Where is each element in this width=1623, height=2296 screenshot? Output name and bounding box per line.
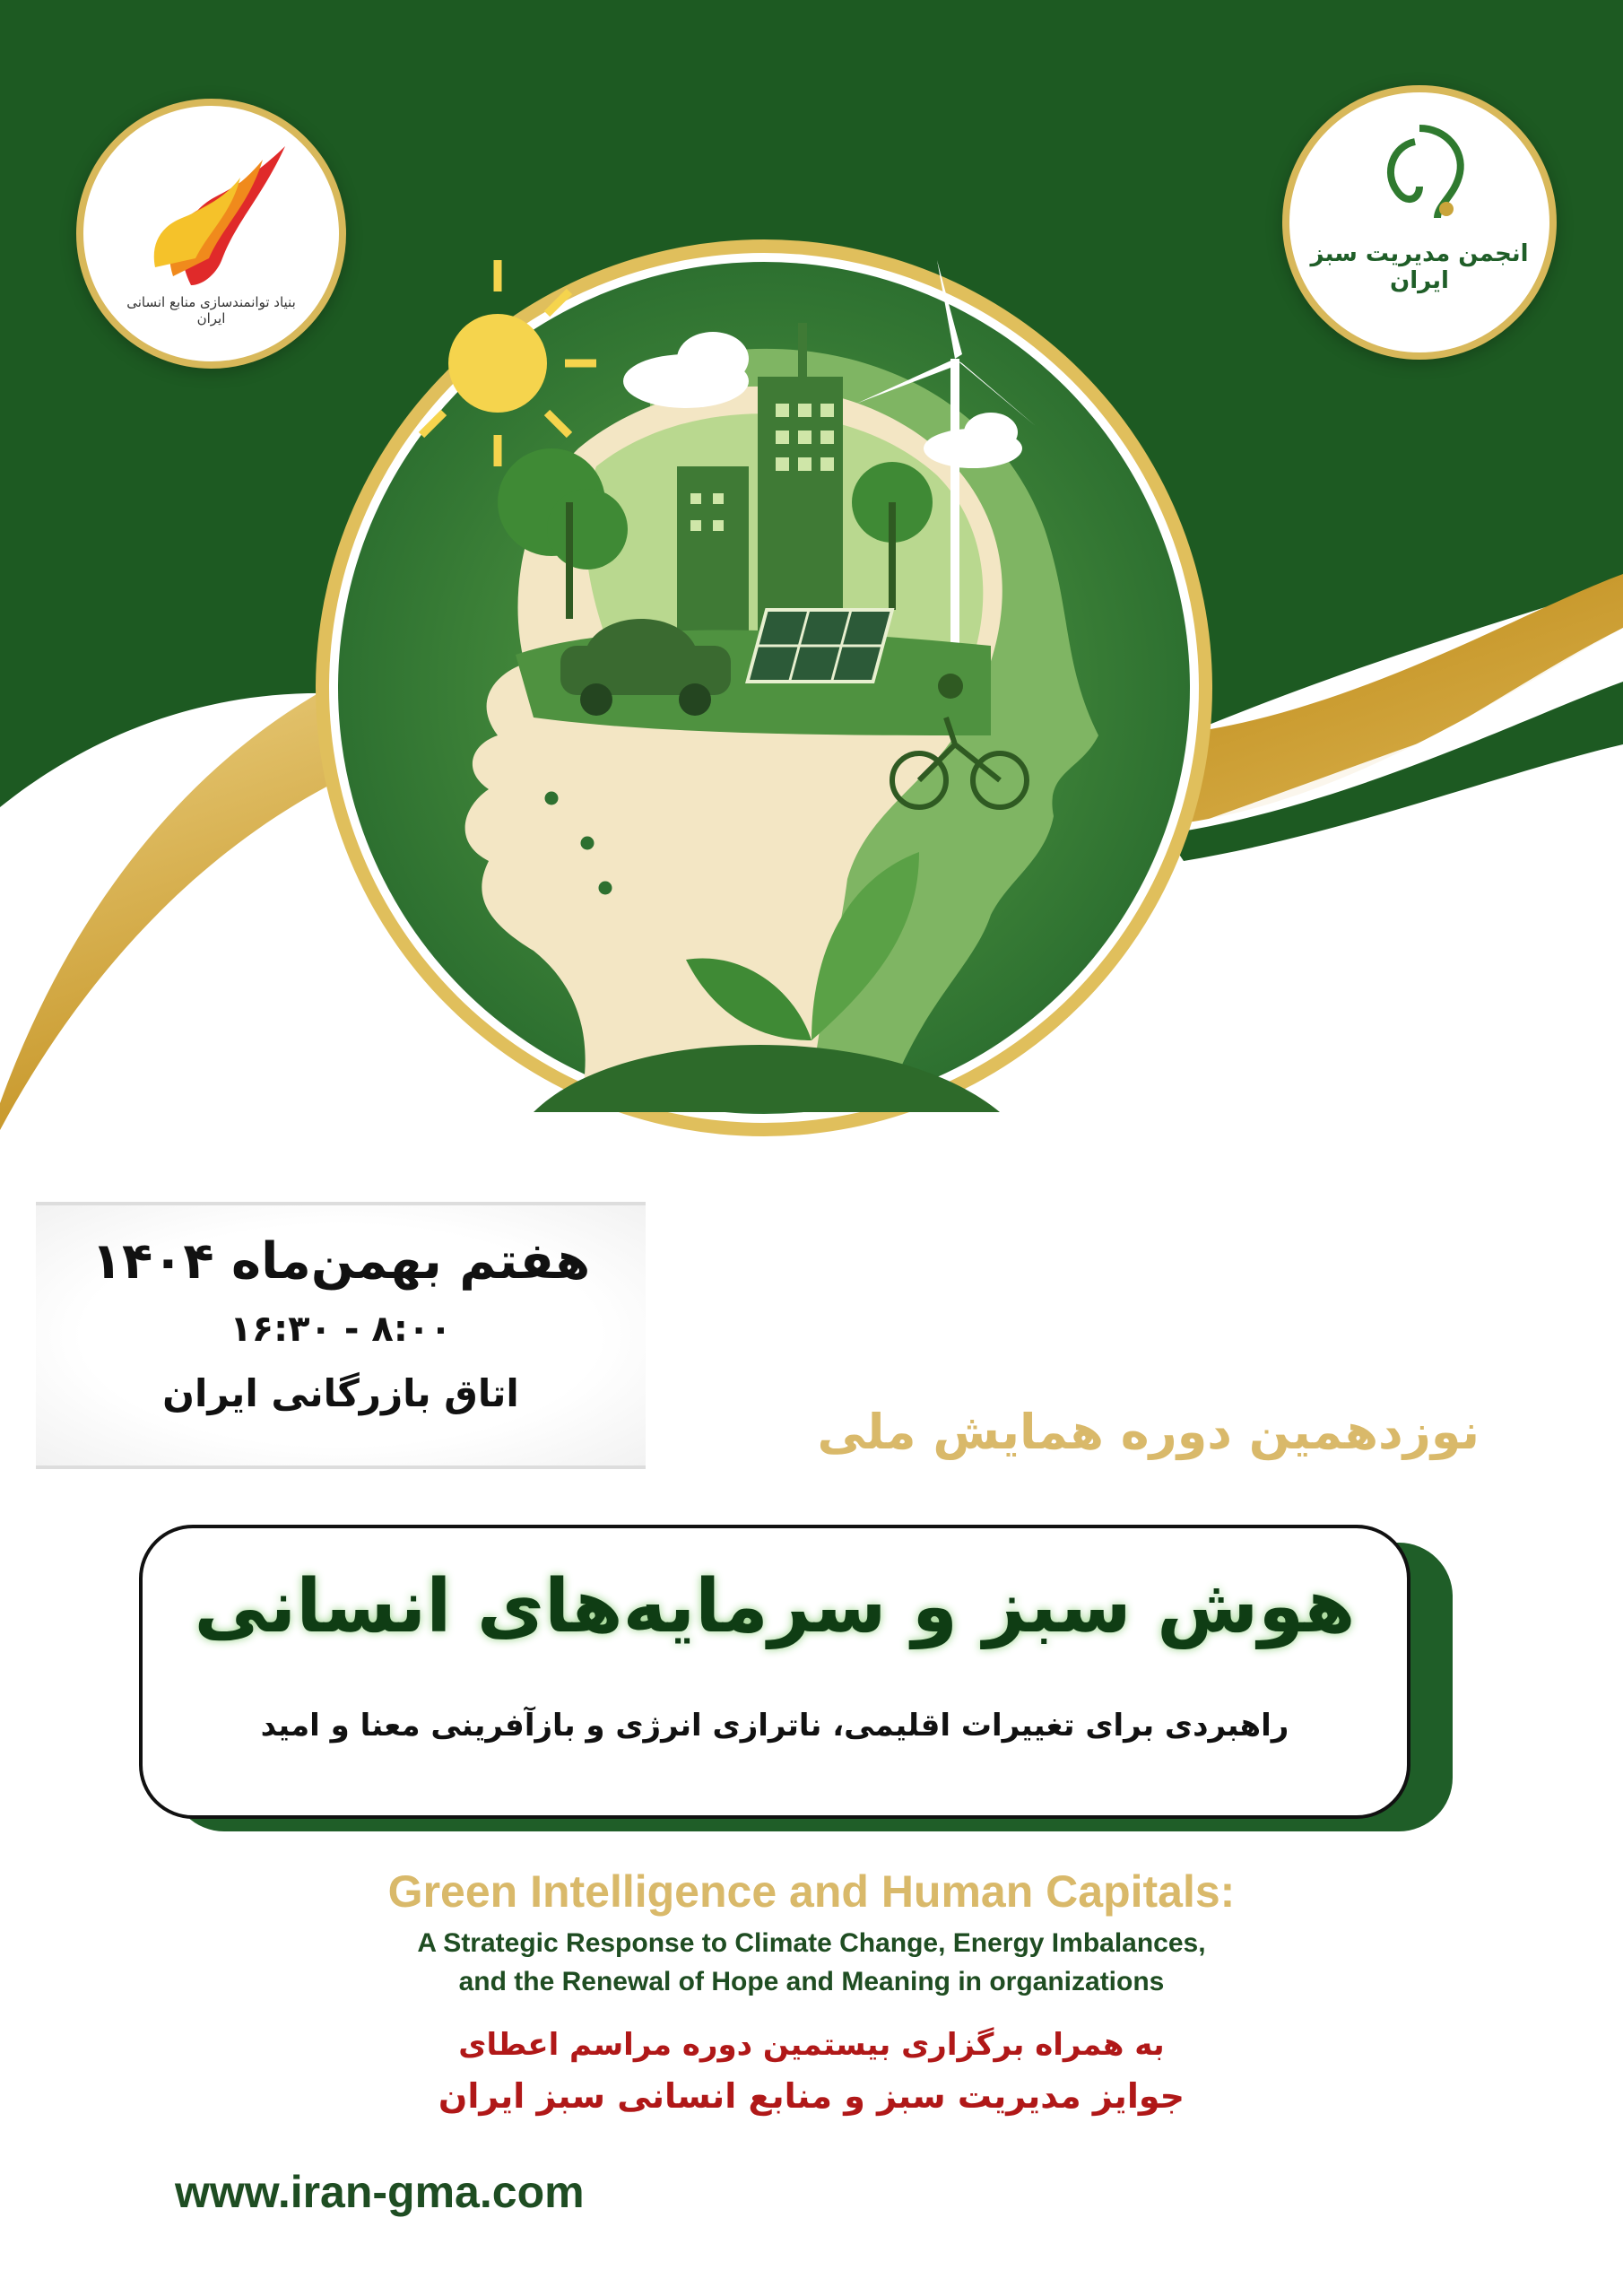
- english-subtitle-line1: A Strategic Response to Climate Change, Energy Imbalances,: [417, 1928, 1206, 1958]
- conference-series: نوزدهمین دوره همایش ملی: [817, 1404, 1480, 1460]
- english-title: Green Intelligence and Human Capitals:: [387, 1866, 1236, 1917]
- green-head-icon: [1366, 119, 1473, 227]
- subtitle: راهبردی برای تغییرات اقلیمی، ناترازی انرژی و بازآفرینی معنا و امید: [260, 1708, 1289, 1744]
- event-time: ۸:۰۰ - ۱۶:۳۰: [230, 1309, 452, 1350]
- event-venue: اتاق بازرگانی ایران: [162, 1371, 519, 1415]
- foundation-logo-text: بنیاد توانمندسازی منابع انسانی ایران: [126, 294, 296, 326]
- flame-profile-icon: [137, 142, 290, 294]
- event-info-panel: [36, 1202, 646, 1469]
- society-logo-text: انجمن مدیریت سبز ایران: [1310, 240, 1529, 294]
- website-link[interactable]: www.iran-gma.com: [175, 2167, 585, 2217]
- english-subtitle-line2: and the Renewal of Hope and Meaning in organizations: [458, 1967, 1165, 1996]
- award-line1: به همراه برگزاری بیستمین دوره مراسم اعطای: [458, 2027, 1165, 2063]
- event-date: هفتم بهمن‌ماه ۱۴۰۴: [91, 1232, 591, 1291]
- green-management-society-logo: [1282, 85, 1557, 360]
- green-head-illustration: [309, 233, 1219, 1144]
- main-title: هوش سبز و سرمایه‌های انسانی: [194, 1564, 1356, 1649]
- title-box: [139, 1525, 1410, 1819]
- foundation-logo: [76, 99, 346, 369]
- award-line2: جوایز مدیریت سبز و منابع انسانی سبز ایران: [438, 2076, 1185, 2116]
